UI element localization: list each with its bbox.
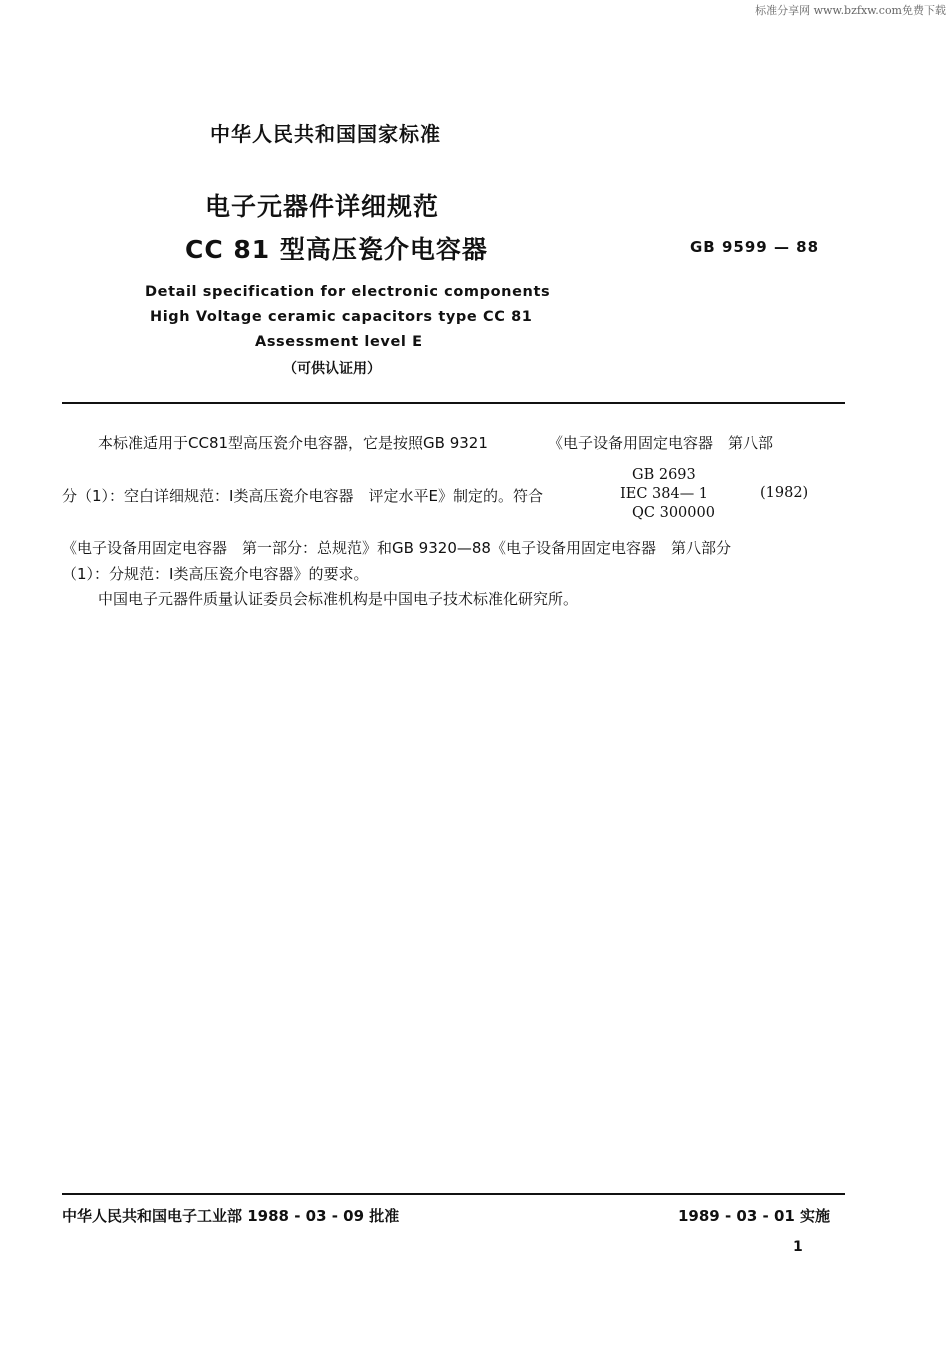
paragraph-4: （1）：分规范：Ⅰ类高压瓷介电容器》的要求。 (62, 565, 369, 583)
title-cn-line2: CC 81 型高压瓷介电容器 (185, 235, 488, 264)
page-number: 1 (793, 1239, 803, 1255)
title-cn-line1: 电子元器件详细规范 (205, 192, 440, 221)
reference-gb: GB 2693 (632, 467, 696, 483)
reference-qc: QC 300000 (632, 505, 715, 521)
footer-divider (62, 1193, 845, 1195)
reference-year: (1982) (760, 485, 809, 501)
standard-number: GB 9599 — 88 (690, 238, 820, 256)
title-en-line1: Detail specification for electronic components (145, 284, 551, 300)
title-en-line2: High Voltage ceramic capacitors type CC 81 (150, 309, 533, 325)
national-standard-heading: 中华人民共和国国家标准 (210, 122, 441, 146)
reference-stack (620, 466, 715, 523)
title-en-line3: Assessment level E (255, 334, 423, 350)
header-divider (62, 402, 845, 404)
reference-iec: IEC 384— 1 (620, 486, 709, 502)
paragraph-1-start: 本标准适用于CC81型高压瓷介电容器，它是按照GB 9321 (98, 434, 488, 452)
paragraph-2-start: 分（1）：空白详细规范：Ⅰ类高压瓷介电容器 评定水平E》制定的。符合 (62, 487, 543, 505)
watermark: 标准分享网 www.bzfxw.com免费下载 (755, 4, 946, 17)
paragraph-3: 《电子设备用固定电容器 第一部分：总规范》和GB 9320—88《电子设备用固定电容器 第八部分 (62, 539, 731, 557)
approval-date: 中华人民共和国电子工业部 1988 - 03 - 09 批准 (62, 1207, 400, 1225)
paragraph-1-end: 《电子设备用固定电容器 第八部 (548, 434, 774, 452)
implementation-date: 1989 - 03 - 01 实施 (678, 1207, 831, 1225)
paragraph-5: 中国电子元器件质量认证委员会标准机构是中国电子技术标准化研究所。 (98, 590, 579, 608)
title-note: （可供认证用） (283, 361, 381, 377)
